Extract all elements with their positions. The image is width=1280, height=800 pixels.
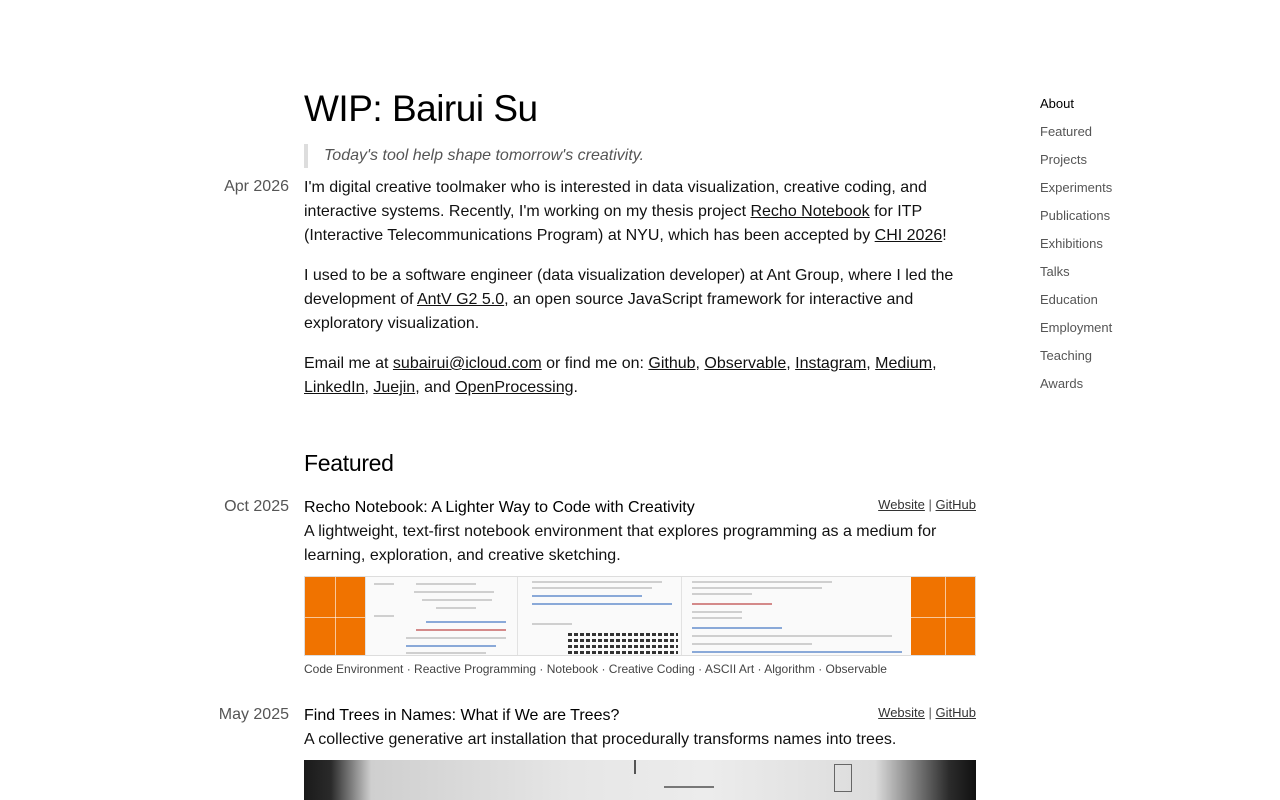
- project-links: [878, 497, 976, 512]
- code-panel: [365, 577, 517, 656]
- link-separator: |: [928, 497, 932, 512]
- about-paragraph-2: [304, 264, 964, 336]
- about-paragraph-3: [304, 352, 944, 400]
- toc-item-awards[interactable]: Awards: [1040, 376, 1084, 391]
- toc-item-exhibitions[interactable]: Exhibitions: [1040, 236, 1103, 251]
- project-thumbnail[interactable]: [304, 760, 976, 800]
- project-links: [878, 705, 976, 720]
- chi-2026-link[interactable]: CHI 2026: [874, 227, 943, 244]
- about-paragraph-1: [304, 176, 954, 248]
- separator: ,: [695, 355, 705, 372]
- toc-item-about[interactable]: About: [1040, 96, 1074, 111]
- project-date: Oct 2025: [224, 498, 289, 515]
- separator: , and: [415, 379, 456, 396]
- instagram-link[interactable]: Instagram: [795, 355, 867, 372]
- openprocessing-link[interactable]: OpenProcessing: [455, 379, 574, 396]
- project-description: A collective generative art installation that procedurally transforms names into trees.: [304, 731, 897, 748]
- toc-item-featured[interactable]: Featured: [1040, 124, 1093, 139]
- about-text: , an open source JavaScript framework for interactive and exploratory visualization.: [304, 291, 914, 332]
- antv-g2-link[interactable]: AntV G2 5.0: [416, 291, 505, 308]
- toc-item-teaching[interactable]: Teaching: [1040, 348, 1093, 363]
- recho-notebook-link[interactable]: Recho Notebook: [750, 203, 870, 220]
- separator: ,: [866, 355, 876, 372]
- toc-item-projects[interactable]: Projects: [1040, 152, 1087, 167]
- about-date: Apr 2026: [224, 178, 289, 195]
- project-website-link[interactable]: Website: [878, 497, 925, 512]
- separator: .: [573, 379, 578, 396]
- toc-item-education[interactable]: Education: [1040, 292, 1098, 307]
- project-website-link[interactable]: Website: [878, 705, 925, 720]
- about-text: for ITP (Interactive Telecommunications Program) at NYU, which has been accepted by: [304, 203, 922, 244]
- observable-link[interactable]: Observable: [704, 355, 787, 372]
- link-separator: |: [928, 705, 932, 720]
- about-text: or find me on:: [541, 355, 649, 372]
- project-title: Recho Notebook: A Lighter Way to Code with Creativity: [304, 499, 695, 516]
- toc-item-publications[interactable]: Publications: [1040, 208, 1111, 223]
- about-text: !: [942, 227, 947, 244]
- project-tags: Code Environment · Reactive Programming · Notebook · Creative Coding · ASCII Art · Algorithm · Observable: [304, 662, 887, 676]
- page-title: WIP: Bairui Su: [304, 88, 538, 129]
- medium-link[interactable]: Medium: [875, 355, 933, 372]
- table-of-contents: [1040, 90, 1112, 398]
- project-thumbnail[interactable]: [304, 576, 976, 656]
- about-text: I used to be a software engineer (data visualization developer) at Ant Group, where I led the development of: [304, 267, 954, 308]
- github-link[interactable]: Github: [648, 355, 696, 372]
- project-description: A lightweight, text-first notebook environment that explores programming as a medium for learning, exploration, and creative sketching.: [304, 523, 937, 564]
- project-date: May 2025: [218, 706, 289, 723]
- about-text: Email me at: [304, 355, 393, 372]
- separator: ,: [364, 379, 374, 396]
- juejin-link[interactable]: Juejin: [373, 379, 416, 396]
- project-title: Find Trees in Names: What if We are Trees?: [304, 707, 620, 724]
- separator: ,: [932, 355, 937, 372]
- code-panel: [517, 577, 681, 656]
- code-panel: [681, 577, 911, 656]
- project-github-link[interactable]: GitHub: [935, 497, 976, 512]
- project-github-link[interactable]: GitHub: [935, 705, 976, 720]
- featured-heading: Featured: [304, 450, 394, 476]
- about-text: I'm digital creative toolmaker who is interested in data visualization, creative coding, and interactive systems. Recently, I'm working on my thesis project: [304, 179, 927, 220]
- toc-item-employment[interactable]: Employment: [1040, 320, 1113, 335]
- linkedin-link[interactable]: LinkedIn: [304, 379, 365, 396]
- email-link[interactable]: subairui@icloud.com: [392, 355, 542, 372]
- tagline-quote: Today's tool help shape tomorrow's creativity.: [304, 144, 644, 168]
- separator: ,: [786, 355, 796, 372]
- toc-item-experiments[interactable]: Experiments: [1040, 180, 1113, 195]
- toc-item-talks[interactable]: Talks: [1040, 264, 1070, 279]
